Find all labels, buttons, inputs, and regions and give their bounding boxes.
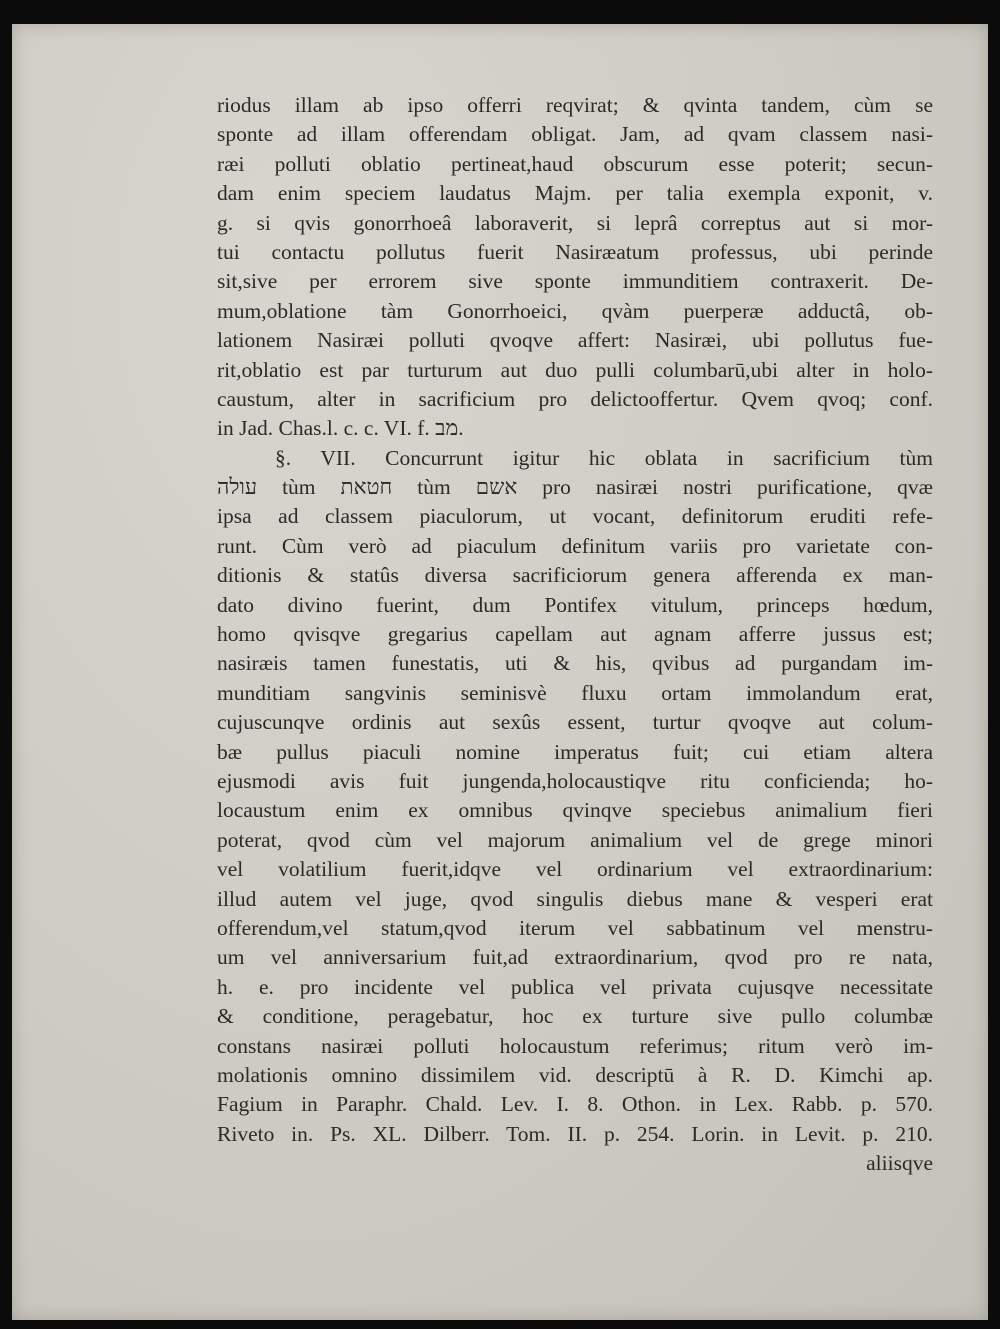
text-line: mum,oblatione tàm Gonorrhoeici, qvàm puerperæ adductâ, ob-: [217, 298, 933, 323]
text-line: Fagium in Paraphr. Chald. Lev. I. 8. Othon. in Lex. Rabb. p. 570.: [217, 1092, 933, 1117]
text-line: cujuscunqve ordinis aut sexûs essent, turtur qvoqve aut colum-: [217, 710, 933, 735]
text-line: munditiam sangvinis seminisvè fluxu ortam immolandum erat,: [217, 680, 933, 705]
section-heading-line: §. VII. Concurrunt igitur hic oblata in sacrificium tùm: [275, 445, 933, 470]
text-line: locaustum enim ex omnibus qvinqve speciebus animalium fieri: [217, 798, 933, 823]
text-line: runt. Cùm verò ad piaculum definitum variis pro varietate con-: [217, 533, 933, 558]
text-line: homo qvisqve gregarius capellam aut agnam afferre jussus est;: [217, 622, 933, 647]
text-line: um vel anniversarium fuit,ad extraordinarium, qvod pro re nata,: [217, 945, 933, 970]
text-line: & conditione, peragebatur, hoc ex turture sive pullo columbæ: [217, 1004, 933, 1029]
text-line: caustum, alter in sacrificium pro delictooffertur. Qvem qvoq; conf.: [217, 386, 933, 411]
text-line: Riveto in. Ps. XL. Dilberr. Tom. II. p. 254. Lorin. in Levit. p. 210.: [217, 1121, 933, 1146]
text-line: ejusmodi avis fuit jungenda,holocaustiqve ritu conficienda; ho-: [217, 768, 933, 793]
body-text: [217, 91, 933, 1178]
text-line: g. si qvis gonorrhoeâ laboraverit, si leprâ correptus aut si mor-: [217, 210, 933, 235]
text-line: nasiræis tamen funestatis, uti & his, qvibus ad purgandam im-: [217, 651, 933, 676]
text-line: bæ pullus piaculi nomine imperatus fuit; cui etiam altera: [217, 739, 933, 764]
text-line: h. e. pro incidente vel publica vel privata cujusqve necessitate: [217, 974, 933, 999]
text-line: sit,sive per errorem sive sponte immunditiem contraxerit. De-: [217, 269, 933, 294]
text-line: riodus illam ab ipso offerri reqvirat; & qvinta tandem, cùm se: [217, 93, 933, 117]
text-line: ræi polluti oblatio pertineat,haud obscurum esse poterit; secun-: [217, 151, 933, 176]
text-line: vel volatilium fuerit,idqve vel ordinarium vel extraordinarium:: [217, 857, 933, 882]
text-line: dam enim speciem laudatus Majm. per talia exempla exponit, v.: [217, 181, 933, 206]
text-line: molationis omnino dissimilem vid. descriptū à R. D. Kimchi ap.: [217, 1062, 933, 1087]
text-line: ipsa ad classem piaculorum, ut vocant, definitorum eruditi refe-: [217, 504, 933, 529]
text-line: illud autem vel juge, qvod singulis diebus mane & vesperi erat: [217, 886, 933, 911]
text-line: ditionis & statûs diversa sacrificiorum genera afferenda ex man-: [217, 563, 933, 588]
text-line: sponte ad illam offerendam obligat. Jam, ad qvam classem nasi-: [217, 122, 933, 147]
text-line: constans nasiræi polluti holocaustum referimus; ritum verò im-: [217, 1033, 933, 1058]
text-line: dato divino fuerint, dum Pontifex vitulum, princeps hœdum,: [217, 592, 933, 617]
text-line: lationem Nasiræi polluti qvoqve affert: Nasiræi, ubi pollutus fue-: [217, 328, 933, 353]
text-line: offerendum,vel statum,qvod iterum vel sabbatinum vel menstru-: [217, 915, 933, 940]
manuscript-page: [12, 24, 988, 1320]
text-line: rit,oblatio est par turturum aut duo pulli columbarū,ubi alter in holo-: [217, 357, 933, 382]
text-line: in Jad. Chas.l. c. c. VI. f. מב.: [217, 416, 464, 441]
text-line: poterat, qvod cùm vel majorum animalium vel de grege minori: [217, 827, 933, 852]
catchword: aliisqve: [866, 1151, 933, 1176]
text-line-hebrew: עולה tùm חטאת tùm אשם pro nasiræi nostri purificatione, qvæ: [217, 475, 933, 500]
text-line: tui contactu pollutus fuerit Nasiræatum professus, ubi perinde: [217, 239, 933, 264]
